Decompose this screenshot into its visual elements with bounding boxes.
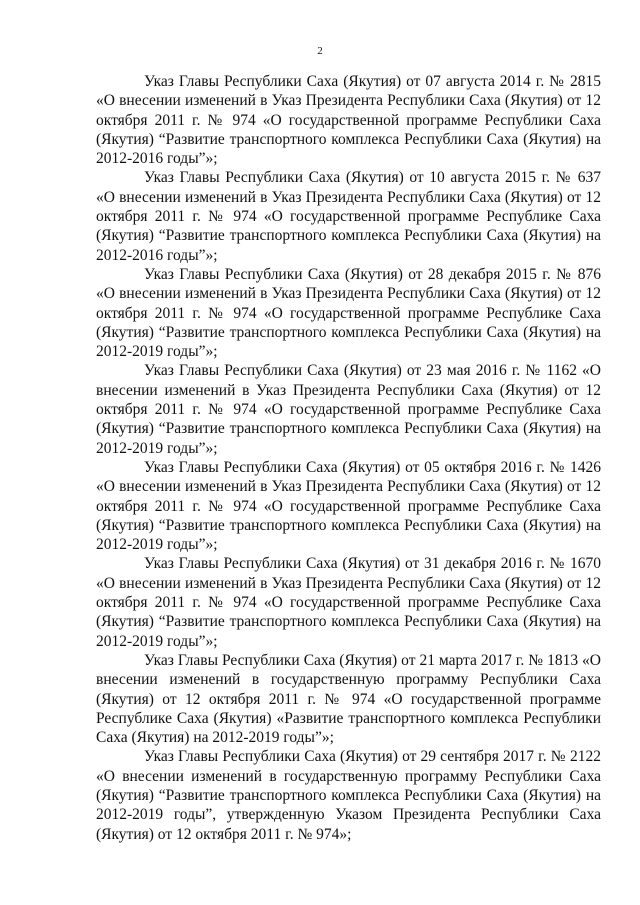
- decree-paragraph: Указ Главы Республики Саха (Якутия) от 28 декабря 2015 г. № 876 «О внесении изменений в Указ Президента Республики Саха (Якутия) от 12 октября 2011 г. № 974 «О государственной программе Республике Саха (Якутия) “Развитие транспортного комплекса Республики Саха (Якутия) на 2012-2019 годы”»;: [96, 265, 601, 361]
- decree-paragraph: Указ Главы Республики Саха (Якутия) от 23 мая 2016 г. № 1162 «О внесении изменений в Указ Президента Республики Саха (Якутия) от 12 октября 2011 г. № 974 «О государственной программе Республике Саха (Якутия) “Развитие транспортного комплекса Республики Саха (Якутия) на 2012-2019 годы”»;: [96, 362, 601, 457]
- decree-paragraph: Указ Главы Республики Саха (Якутия) от 05 октября 2016 г. № 1426 «О внесении изменений в Указ Президента Республики Саха (Якутия) от 12 октября 2011 г. № 974 «О государственной программе Республике Саха (Якутия) “Развитие транспортного комплекса Республики Саха (Якутия) на 2012-2019 годы”»;: [96, 458, 601, 554]
- decree-paragraph: Указ Главы Республики Саха (Якутия) от 10 августа 2015 г. № 637 «О внесении изменений в Указ Президента Республики Саха (Якутия) от 12 октября 2011 г. № 974 «О государственной программе Республике Саха (Якутия) “Развитие транспортного комплекса Республики Саха (Якутия) на 2012-2016 годы”»;: [96, 169, 601, 264]
- decree-paragraph: Указ Главы Республики Саха (Якутия) от 29 сентября 2017 г. № 2122 «О внесении изменений в государственную программу Республики Саха (Якутия) “Развитие транспортного комплекса Республики Саха (Якутия) на 2012-2019 годы”, утвержденную Указом Президента Республики Саха (Якутия) от 12 октября 2011 г. № 974»;: [96, 748, 601, 843]
- document-body: [96, 72, 601, 844]
- decree-paragraph: Указ Главы Республики Саха (Якутия) от 31 декабря 2016 г. № 1670 «О внесении изменений в Указ Президента Республики Саха (Якутия) от 12 октября 2011 г. № 974 «О государственной программе Республике Саха (Якутия) “Развитие транспортного комплекса Республики Саха (Якутия) на 2012-2019 годы”»;: [96, 555, 601, 650]
- decree-paragraph: Указ Главы Республики Саха (Якутия) от 07 августа 2014 г. № 2815 «О внесении изменений в Указ Президента Республики Саха (Якутия) от 12 октября 2011 г. № 974 «О государственной программе Республики Саха (Якутия) “Развитие транспортного комплекса Республики Саха (Якутия) на 2012-2016 годы”»;: [96, 73, 601, 168]
- decree-paragraph: Указ Главы Республики Саха (Якутия) от 21 марта 2017 г. № 1813 «О внесении изменений в государственную программу Республики Саха (Якутия) от 12 октября 2011 г. № 974 «О государственной программе Республике Саха (Якутия) «Развитие транспортного комплекса Республики Саха (Якутия) на 2012-2019 годы”»;: [96, 651, 601, 747]
- page-number: 2: [317, 45, 323, 57]
